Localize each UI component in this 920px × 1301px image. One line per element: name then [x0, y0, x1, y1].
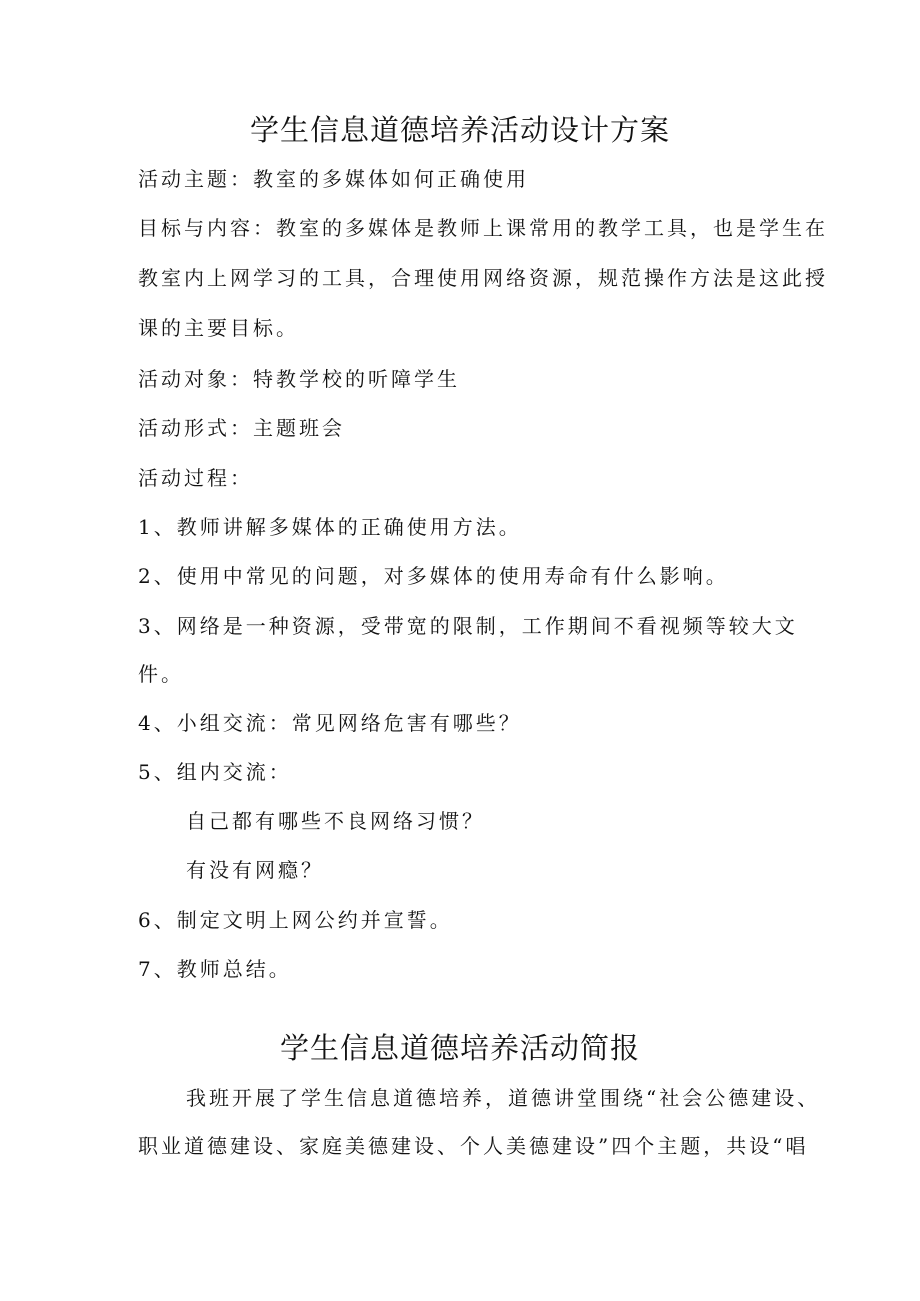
activity-theme: 活动主题：教室的多媒体如何正确使用: [138, 167, 529, 191]
plan-title: 学生信息道德培养活动设计方案: [249, 113, 670, 147]
process-heading: 活动过程：: [138, 466, 253, 490]
step-5-sub-2: 有没有网瘾？: [186, 858, 324, 882]
step-4: 4、小组交流：常见网络危害有哪些？: [138, 711, 522, 735]
step-7: 7、教师总结。: [138, 957, 292, 981]
step-3-line-2: 件。: [138, 662, 184, 686]
step-3-line-1: 3、网络是一种资源，受带宽的限制，工作期间不看视频等较大文: [138, 614, 798, 638]
report-line-2: 职业道德建设、家庭美德建设、个人美德建设”四个主题，共设“唱: [138, 1134, 809, 1158]
step-5-sub-1: 自己都有哪些不良网络习惯？: [186, 809, 485, 833]
report-title: 学生信息道德培养活动简报: [279, 1031, 640, 1065]
step-5: 5、组内交流：: [138, 760, 292, 784]
step-2: 2、使用中常见的问题，对多媒体的使用寿命有什么影响。: [138, 564, 729, 588]
goal-line-3: 课的主要目标。: [138, 316, 299, 340]
activity-format: 活动形式：主题班会: [138, 416, 345, 440]
activity-audience: 活动对象：特教学校的听障学生: [138, 367, 460, 391]
goal-line-1: 目标与内容：教室的多媒体是教师上课常用的教学工具，也是学生在: [138, 216, 828, 240]
report-line-1: 我班开展了学生信息道德培养，道德讲堂围绕“社会公德建设、: [186, 1086, 821, 1110]
step-6: 6、制定文明上网公约并宣誓。: [138, 908, 453, 932]
step-1: 1、教师讲解多媒体的正确使用方法。: [138, 515, 522, 539]
goal-line-2: 教室内上网学习的工具，合理使用网络资源，规范操作方法是这此授: [138, 266, 828, 290]
